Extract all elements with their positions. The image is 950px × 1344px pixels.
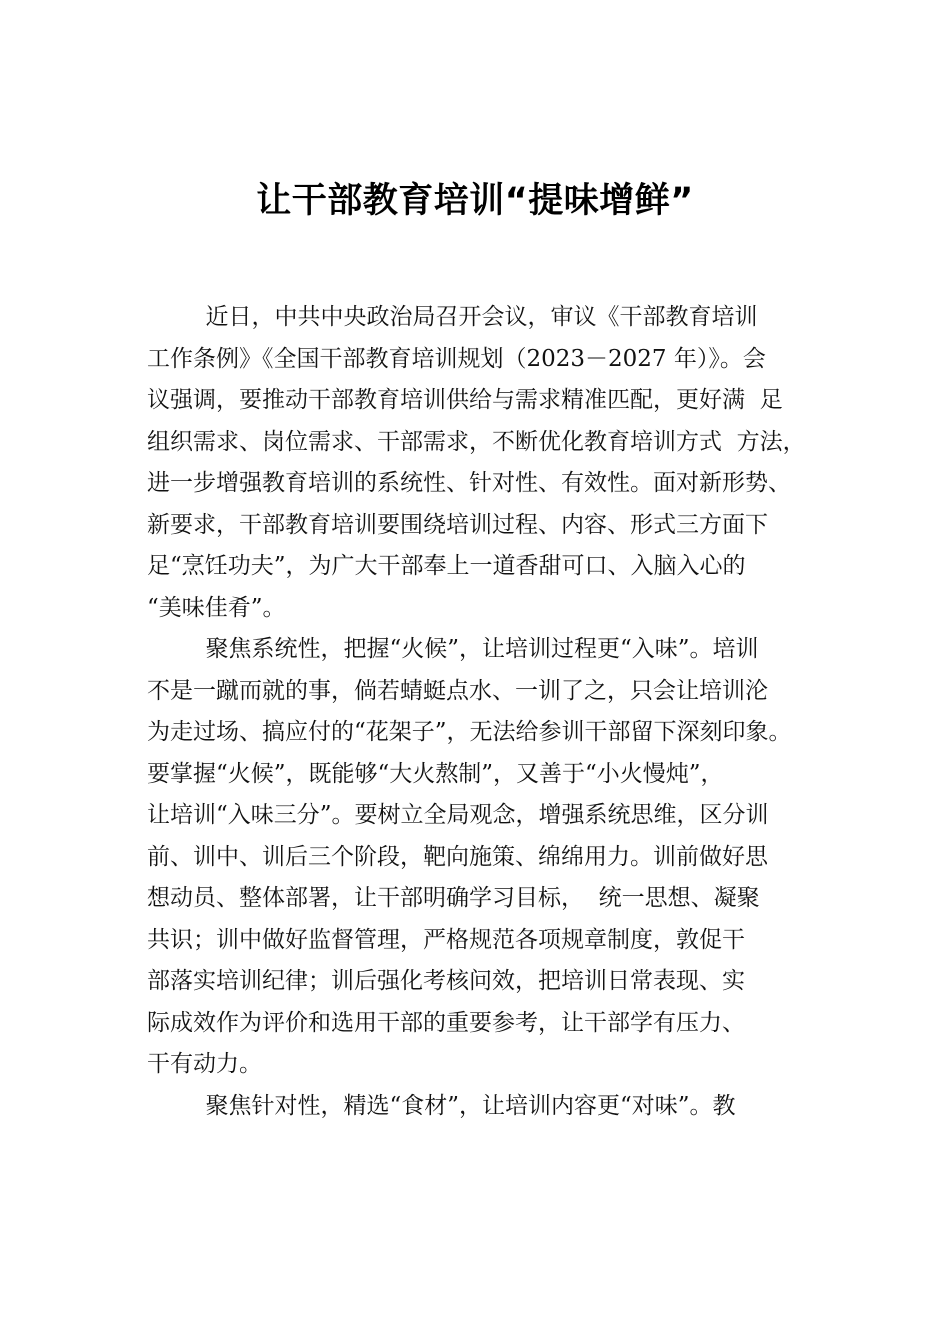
body-line: 际成效作为评价和选用干部的重要参考，让干部学有压力、: [147, 1009, 745, 1036]
body-line: 新要求，干部教育培训要围绕培训过程、内容、形式三方面下: [147, 511, 768, 538]
body-line: 组织需求、岗位需求、干部需求，不断优化教育培训方式 方法，: [147, 428, 806, 455]
body-line: 部落实培训纪律；训后强化考核问效，把培训日常表现、实: [147, 968, 745, 994]
document-body: [147, 297, 847, 1127]
body-line: 近日，中共中央政治局召开会议，审议《干部教育培训: [147, 304, 758, 330]
body-line: 为走过场、搞应付的“花架子”，无法给参训干部留下深刻印象。: [147, 719, 792, 745]
body-line: 干有动力。: [147, 1051, 262, 1077]
body-line: 足“烹饪功夫”，为广大干部奉上一道香甜可口、入脑入心的: [147, 553, 746, 579]
document-title: 让干部教育培训“提味增鲜”: [256, 181, 694, 221]
body-line: 进一步增强教育培训的系统性、针对性、有效性。面对新形势、: [147, 470, 791, 496]
body-line: 要掌握“火候”，既能够“大火熬制”，又善于“小火慢炖”，: [147, 760, 724, 787]
body-line: 议强调，要推动干部教育培训供给与需求精准匹配，更好满 足: [147, 387, 783, 413]
body-line: 想动员、整体部署，让干部明确学习目标， 统一思想、凝聚: [147, 885, 760, 911]
body-line: 聚焦系统性，把握“火候”，让培训过程更“入味”。培训: [147, 636, 759, 662]
body-line: 不是一蹴而就的事，倘若蜻蜓点水、一训了之，只会让培训沦: [147, 677, 768, 704]
body-line: 让培训“入味三分”。要树立全局观念，增强系统思维，区分训: [147, 802, 769, 828]
body-line: “美味佳肴”。: [147, 594, 286, 621]
body-line: 共识；训中做好监督管理，严格规范各项规章制度，敦促干: [147, 926, 745, 953]
body-line: 工作条例》《全国干部教育培训规划（2023－2027 年）》。会: [147, 345, 766, 372]
body-line: 前、训中、训后三个阶段，靶向施策、绵绵用力。训前做好思: [147, 843, 768, 870]
body-line: 聚焦针对性，精选“食材”，让培训内容更“对味”。教: [147, 1092, 736, 1119]
